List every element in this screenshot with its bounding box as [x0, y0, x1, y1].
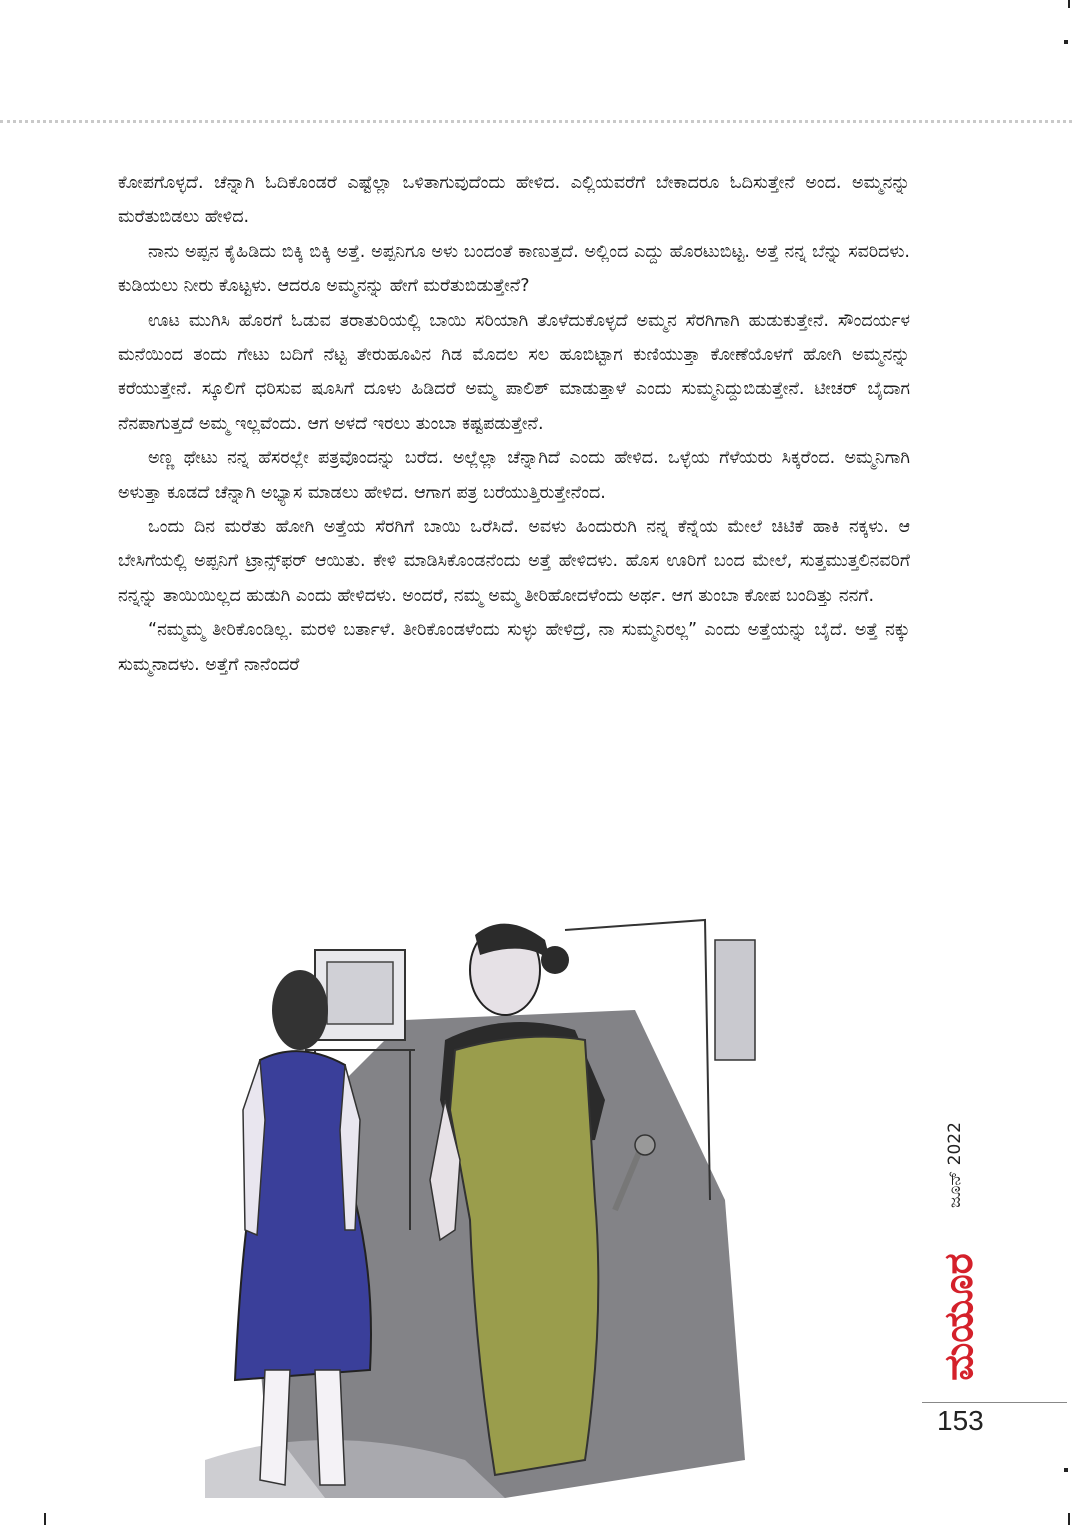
paragraph: ಊಟ ಮುಗಿಸಿ ಹೊರಗೆ ಓಡುವ ತರಾತುರಿಯಲ್ಲಿ ಬಾಯಿ ಸರಿಯಾಗಿ ತೊಳೆದುಕೊಳ್ಳದೆ ಅಮ್ಮನ ಸೆರಗಿಗಾಗಿ ಹುಡುಕುತ್ತೇನೆ. ಸೌಂದರ್ಯಳ ಮನೆಯಿಂದ ತಂದು ಗೇಟು ಬದಿಗೆ ನೆಟ್ಟ ತೇರುಹೂವಿನ ಗಿಡ ಮೊದಲ ಸಲ ಹೂಬಿಟ್ಟಾಗ ಕುಣಿಯುತ್ತಾ ಕೋಣೆಯೊಳಗೆ ಹೋಗಿ ಅಮ್ಮನನ್ನು ಕರೆಯುತ್ತೇನೆ. ಸ್ಕೂಲಿಗೆ ಧರಿಸುವ ಷೂಸಿಗೆ ದೂಳು ಹಿಡಿದರೆ ಅಮ್ಮ ಪಾಲಿಶ್ ಮಾಡುತ್ತಾಳೆ ಎಂದು ಸುಮ್ಮನಿದ್ದುಬಿಡುತ್ತೇನೆ. ಟೀಚರ್ ಬೈದಾಗ ನೆನಪಾಗುತ್ತದೆ ಅಮ್ಮ ಇಲ್ಲವೆಂದು. ಆಗ ಅಳದೆ ಇರಲು ತುಂಬಾ ಕಷ್ಟಪಡುತ್ತೇನೆ. [118, 310, 910, 434]
paragraph: ಅಣ್ಣ ಥೇಟು ನನ್ನ ಹೆಸರಲ್ಲೇ ಪತ್ರವೊಂದನ್ನು ಬರೆದ. ಅಲ್ಲೆಲ್ಲಾ ಚೆನ್ನಾಗಿದೆ ಎಂದು ಹೇಳಿದ. ಒಳ್ಳೆಯ ಗೆಳೆಯರು ಸಿಕ್ಕರೆಂದ. ಅಮ್ಮನಿಗಾಗಿ ಅಳುತ್ತಾ ಕೂಡದೆ ಚೆನ್ನಾಗಿ ಅಭ್ಯಾಸ ಮಾಡಲು ಹೇಳಿದ. ಆಗಾಗ ಪತ್ರ ಬರೆಯುತ್ತಿರುತ್ತೇನೆಂದ. [118, 448, 910, 503]
page-number-rule [922, 1402, 1067, 1403]
paragraph: ನಾನು ಅಪ್ಪನ ಕೈಹಿಡಿದು ಬಿಕ್ಕಿ ಬಿಕ್ಕಿ ಅತ್ತೆ. ಅಪ್ಪನಿಗೂ ಅಳು ಬಂದಂತೆ ಕಾಣುತ್ತದೆ. ಅಲ್ಲಿಂದ ಎದ್ದು ಹೊರಟುಬಿಟ್ಟ. ಅತ್ತೆ ನನ್ನ ಬೆನ್ನು ಸವರಿದಳು. ಕುಡಿಯಲು ನೀರು ಕೊಟ್ಟಳು. ಆದರೂ ಅಮ್ಮನನ್ನು ಹೇಗೆ ಮರೆತುಬಿಡುತ್ತೇನೆ? [118, 241, 910, 297]
magazine-logo-text: ಮಯೂರ [936, 1253, 982, 1381]
crop-mark-bottom-right-dot [1064, 1468, 1068, 1472]
crop-mark-bottom-left [44, 1513, 46, 1525]
paragraph: “ನಮ್ಮಮ್ಮ ತೀರಿಕೊಂಡಿಲ್ಲ. ಮರಳಿ ಬರ್ತಾಳೆ. ತೀರಿಕೊಂಡಳೆಂದು ಸುಳ್ಳು ಹೇಳಿದ್ರೆ, ನಾ ಸುಮ್ಮನಿರಲ್ಲ” ಎಂದು ಅತ್ತೆಯನ್ನು ಬೈದೆ. ಅತ್ತೆ ನಕ್ಕು ಸುಮ್ಮನಾದಳು. ಅತ್ತೆಗೆ ನಾನೆಂದರೆ [118, 620, 910, 675]
crop-mark-top-right-dot [1064, 40, 1068, 44]
paragraph: ಕೋಪಗೊಳ್ಳದೆ. ಚೆನ್ನಾಗಿ ಓದಿಕೊಂಡರೆ ಎಷ್ಟೆಲ್ಲಾ ಒಳಿತಾಗುವುದೆಂದು ಹೇಳಿದ. ಎಲ್ಲಿಯವರೆಗೆ ಬೇಕಾದರೂ ಓದಿಸುತ್ತೇನೆ ಅಂದ. ಅಮ್ಮನನ್ನು ಮರೆತುಬಿಡಲು ಹೇಳಿದ. [118, 173, 910, 228]
issue-date-label: ಜೂನ್ 2022 [945, 1122, 965, 1208]
magazine-logo [930, 1235, 990, 1400]
crop-mark-bottom-right [1068, 1513, 1070, 1525]
header-dotted-divider [0, 120, 1072, 123]
crop-mark-top-right [1068, 0, 1070, 8]
article-body [118, 166, 910, 682]
page-number: 153 [937, 1405, 984, 1436]
story-illustration [205, 900, 765, 1498]
paragraph: ಒಂದು ದಿನ ಮರೆತು ಹೋಗಿ ಅತ್ತೆಯ ಸೆರಗಿಗೆ ಬಾಯಿ ಒರೆಸಿದೆ. ಅವಳು ಹಿಂದುರುಗಿ ನನ್ನ ಕೆನ್ನೆಯ ಮೇಲೆ ಚಿಟಿಕೆ ಹಾಕಿ ನಕ್ಕಳು. ಆ ಬೇಸಿಗೆಯಲ್ಲಿ ಅಪ್ಪನಿಗೆ ಟ್ರಾನ್ಸ್‌ಫರ್ ಆಯಿತು. ಕೇಳಿ ಮಾಡಿಸಿಕೊಂಡನೆಂದು ಅತ್ತೆ ಹೇಳಿದಳು. ಹೊಸ ಊರಿಗೆ ಬಂದ ಮೇಲೆ, ಸುತ್ತಮುತ್ತಲಿನವರಿಗೆ ನನ್ನನ್ನು ತಾಯಿಯಿಲ್ಲದ ಹುಡುಗಿ ಎಂದು ಹೇಳಿದಳು. ಅಂದರೆ, ನಮ್ಮ ಅಮ್ಮ ತೀರಿಹೋದಳೆಂದು ಅರ್ಥ. ಆಗ ತುಂಬಾ ಕೋಪ ಬಂದಿತ್ತು ನನಗೆ. [118, 517, 910, 606]
